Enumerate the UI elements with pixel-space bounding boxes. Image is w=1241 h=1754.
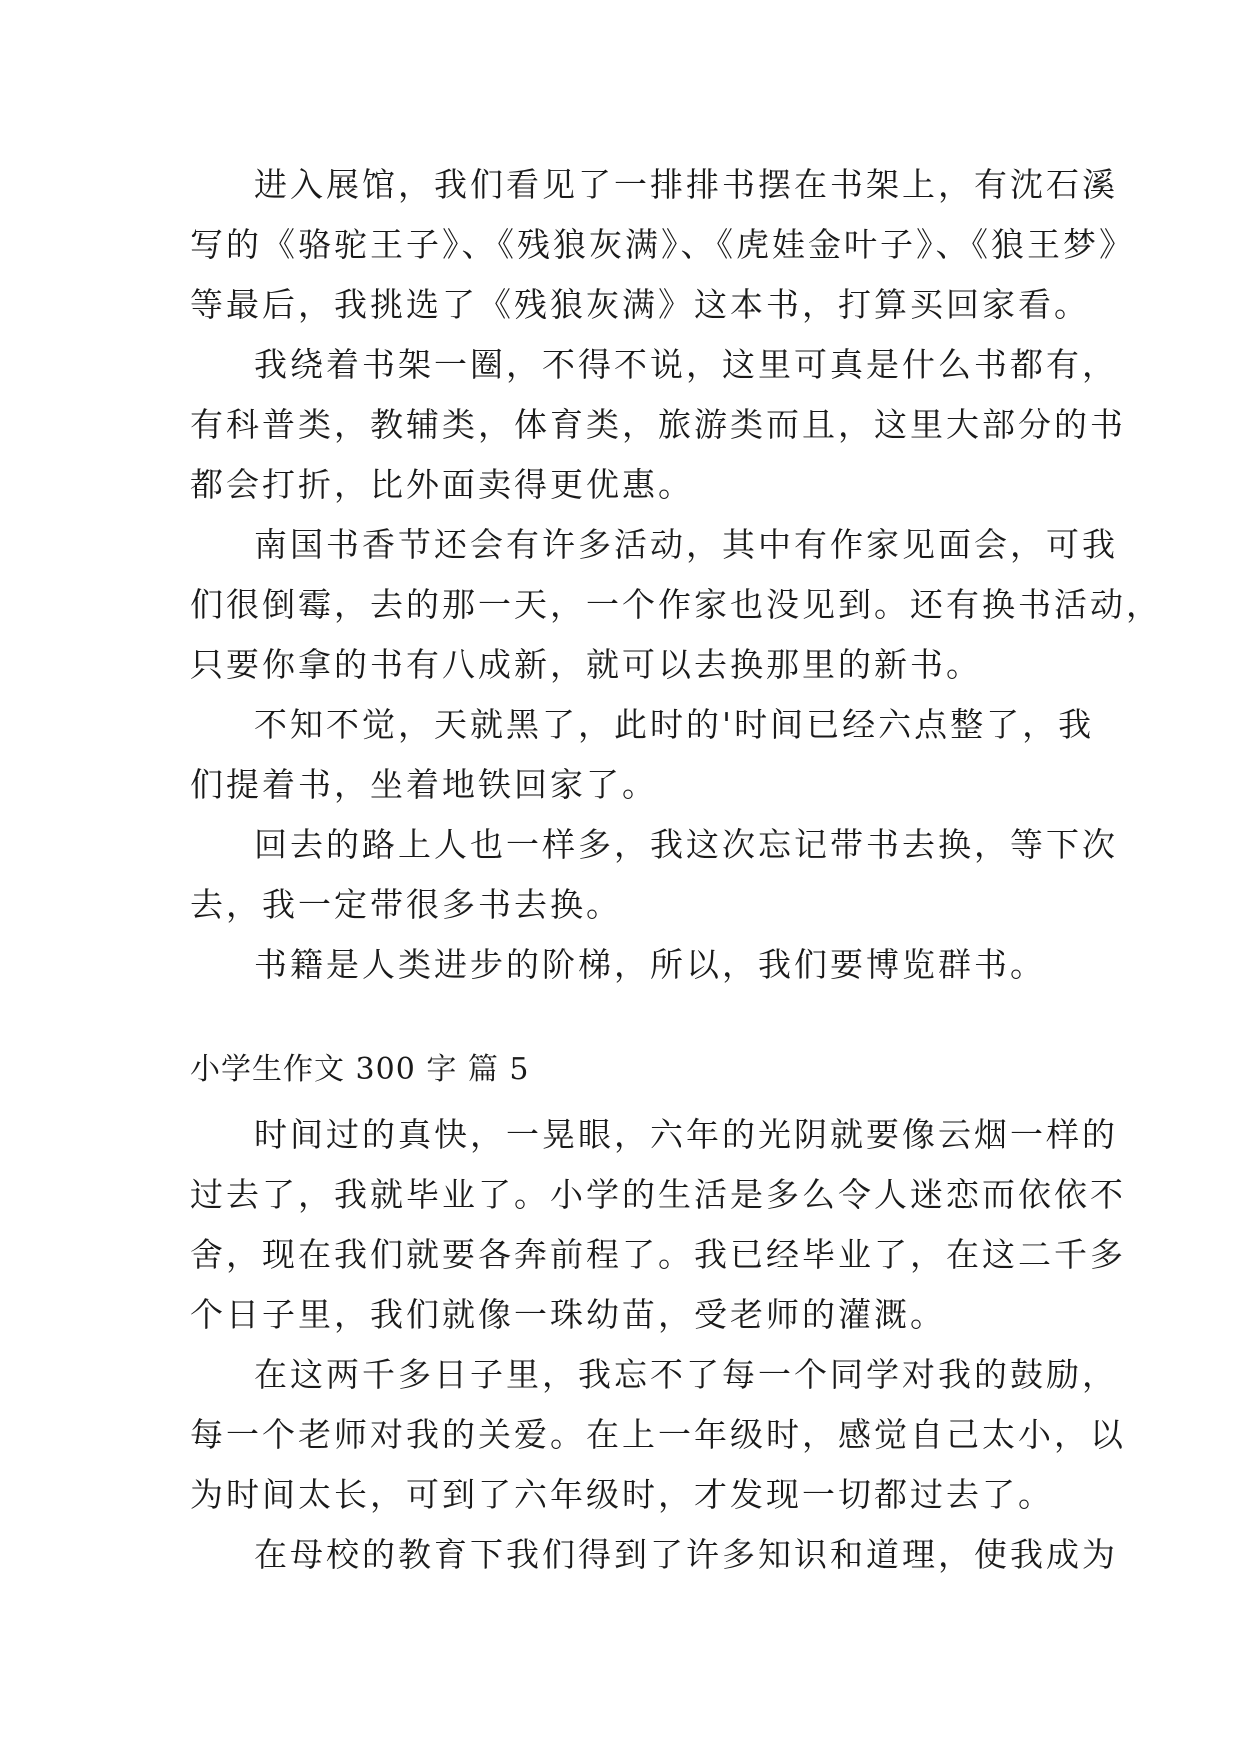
paragraph-line: 等最后，我挑选了《残狼灰满》这本书，打算买回家看。 — [190, 285, 1090, 324]
paragraph-line: 有科普类，教辅类，体育类，旅游类而且，这里大部分的书 — [190, 405, 1126, 444]
paragraph-line: 舍，现在我们就要各奔前程了。我已经毕业了，在这二千多 — [190, 1235, 1126, 1274]
paragraph-line: 写的《骆驼王子》、《残狼灰满》、《虎娃金叶子》、《狼王梦》 — [190, 225, 1135, 264]
paragraph-line: 只要你拿的书有八成新，就可以去换那里的新书。 — [190, 645, 982, 684]
paragraph-line: 南国书香节还会有许多活动，其中有作家见面会，可我 — [254, 525, 1118, 564]
paragraph-line: 在母校的教育下我们得到了许多知识和道理，使我成为 — [254, 1535, 1118, 1574]
paragraph-line: 我绕着书架一圈，不得不说，这里可真是什么书都有， — [254, 345, 1118, 384]
paragraph-line: 们很倒霉，去的那一天，一个作家也没见到。还有换书活动， — [190, 585, 1162, 624]
paragraph-line: 都会打折，比外面卖得更优惠。 — [190, 465, 694, 504]
paragraph-line: 去，我一定带很多书去换。 — [190, 885, 622, 924]
paragraph-line: 每一个老师对我的关爱。在上一年级时，感觉自己太小，以 — [190, 1415, 1126, 1454]
paragraph-line: 不知不觉，天就黑了，此时的'时间已经六点整了，我 — [254, 705, 1095, 744]
section-heading: 小学生作文 300 字 篇 5 — [190, 1052, 530, 1087]
paragraph-line: 回去的路上人也一样多，我这次忘记带书去换，等下次 — [254, 825, 1118, 864]
paragraph-line: 在这两千多日子里，我忘不了每一个同学对我的鼓励， — [254, 1355, 1118, 1394]
paragraph-line: 进入展馆，我们看见了一排排书摆在书架上，有沈石溪 — [254, 165, 1118, 204]
paragraph-line: 们提着书，坐着地铁回家了。 — [190, 765, 658, 804]
paragraph-line: 时间过的真快，一晃眼，六年的光阴就要像云烟一样的 — [254, 1115, 1118, 1154]
paragraph-line: 书籍是人类进步的阶梯，所以，我们要博览群书。 — [254, 945, 1046, 984]
paragraph-line: 过去了，我就毕业了。小学的生活是多么令人迷恋而依依不 — [190, 1175, 1126, 1214]
paragraph-line: 为时间太长，可到了六年级时，才发现一切都过去了。 — [190, 1475, 1054, 1514]
paragraph-line: 个日子里，我们就像一珠幼苗，受老师的灌溉。 — [190, 1295, 946, 1334]
